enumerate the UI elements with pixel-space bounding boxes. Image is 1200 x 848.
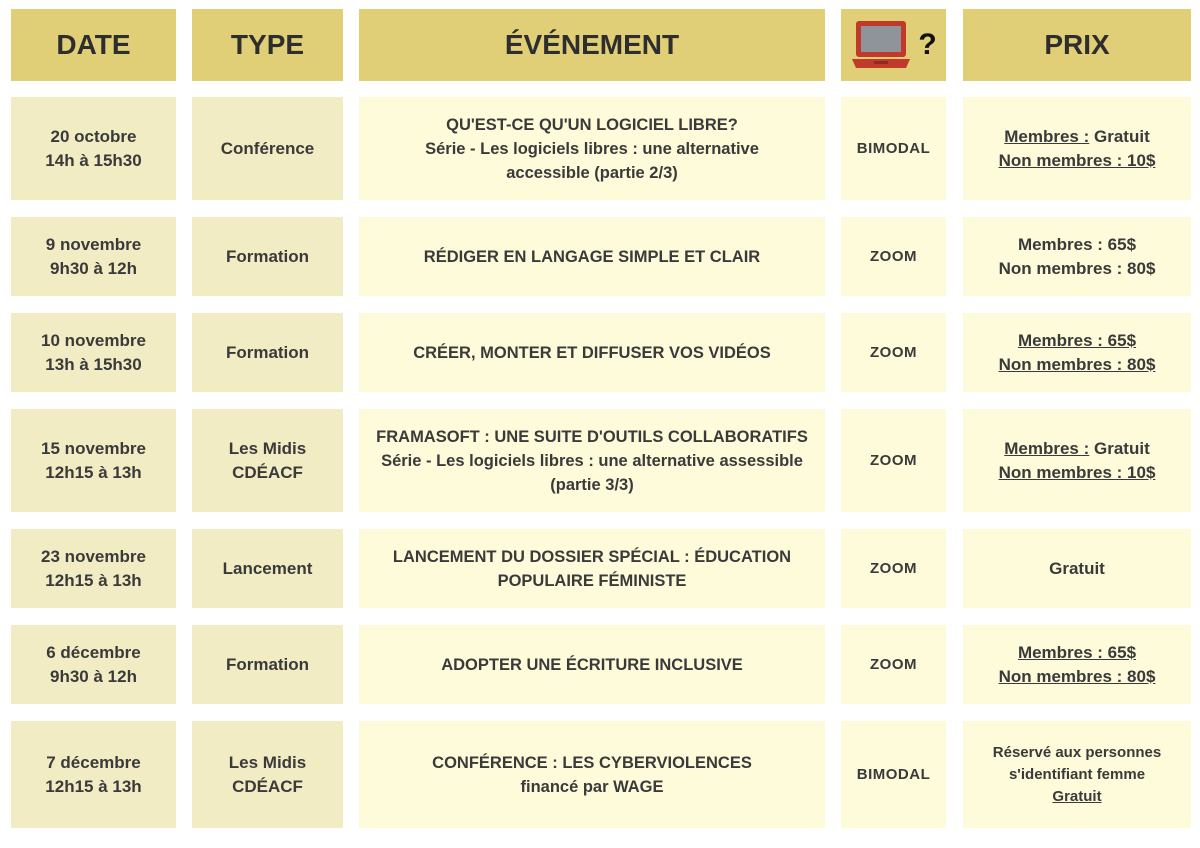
event-date: 20 octobre [50,126,137,146]
cell-type [192,97,343,200]
cell-type [192,625,343,704]
cell-mode [841,409,946,512]
event-title-line: CRÉER, MONTER ET DIFFUSER VOS VIDÉOS [413,343,771,362]
header-price-label: PRIX [1044,29,1110,60]
event-type-line: CDÉACF [232,462,303,482]
event-mode: ZOOM [870,559,917,577]
event-type-line: CDÉACF [232,776,303,796]
cell-date [11,409,176,512]
event-title-line: CONFÉRENCE : LES CYBERVIOLENCES [432,753,752,772]
cell-date [11,625,176,704]
price-label-underlined: Membres : 65$ [1017,330,1137,350]
price-value: Non membres : 80$ [998,258,1156,278]
event-type-line: Formation [225,654,310,674]
price-line [999,149,1156,173]
cell-event [359,97,825,200]
price-line [1018,641,1136,665]
cell-mode [841,721,946,828]
price-label-underlined: Non membres : 10$ [998,150,1156,170]
event-type-line: Lancement [222,558,313,578]
price-label-underlined: Membres : 65$ [1017,642,1137,662]
price-value: Réservé aux personnes [992,743,1162,761]
price-value: Gratuit [1049,558,1105,578]
cell-type [192,217,343,296]
price-value: Gratuit [1089,438,1150,458]
cell-event [359,721,825,828]
event-time: 9h30 à 12h [50,258,137,278]
cell-mode [841,97,946,200]
price-line [1004,437,1149,461]
event-title-line: RÉDIGER EN LANGAGE SIMPLE ET CLAIR [423,247,761,266]
event-date: 23 novembre [41,546,146,566]
header-event-label: ÉVÉNEMENT [504,29,680,60]
cell-type [192,721,343,828]
price-line [993,742,1161,764]
cell-mode [841,217,946,296]
event-title-line: ADOPTER UNE ÉCRITURE INCLUSIVE [441,655,743,674]
event-time: 9h30 à 12h [50,666,137,686]
cell-event [359,625,825,704]
header-price [963,9,1191,81]
event-title-line: FRAMASOFT : UNE SUITE D'OUTILS COLLABORATIFS [376,427,808,446]
event-time: 12h15 à 13h [45,570,142,590]
cell-price [963,625,1191,704]
event-title-line: financé par WAGE [520,777,664,796]
cell-date [11,97,176,200]
cell-date [11,721,176,828]
event-type-line: Les Midis [228,752,307,772]
price-line [1018,233,1136,257]
cell-mode [841,529,946,608]
cell-event [359,313,825,392]
event-mode: BIMODAL [856,139,931,157]
price-label-underlined: Membres : [1004,126,1090,146]
price-value: Membres : 65$ [1017,234,1137,254]
header-type-label: TYPE [230,29,305,60]
event-type-line: Formation [225,246,310,266]
event-time: 12h15 à 13h [45,462,142,482]
event-title-line: Série - Les logiciels libres : une alternative assessible [381,451,803,470]
price-line [1052,786,1101,808]
cell-type [192,529,343,608]
price-line [999,353,1156,377]
event-date: 7 décembre [46,752,141,772]
cell-event [359,409,825,512]
cell-date [11,217,176,296]
event-title-line: Série - Les logiciels libres : une alternative [425,139,759,158]
event-type-line: Formation [225,342,310,362]
event-title-line: QU'EST-CE QU'UN LOGICIEL LIBRE? [446,115,738,134]
price-label-underlined: Non membres : 10$ [998,462,1156,482]
event-type-line: Les Midis [228,438,307,458]
cell-mode [841,313,946,392]
event-mode: ZOOM [870,451,917,469]
price-line [999,257,1156,281]
event-time: 12h15 à 13h [45,776,142,796]
cell-price [963,97,1191,200]
event-mode: ZOOM [870,343,917,361]
price-value: s'identifiant femme [1008,765,1146,783]
event-title-line: LANCEMENT DU DOSSIER SPÉCIAL : ÉDUCATION [392,547,792,566]
event-time: 13h à 15h30 [45,354,142,374]
event-title-line: POPULAIRE FÉMINISTE [497,571,687,590]
header-event [359,9,825,81]
header-date [11,9,176,81]
event-title-line: accessible (partie 2/3) [506,163,678,182]
price-line [1004,125,1149,149]
event-time: 14h à 15h30 [45,150,142,170]
cell-event [359,529,825,608]
price-line [1018,329,1136,353]
cell-date [11,313,176,392]
price-line [999,665,1156,689]
cell-price [963,721,1191,828]
price-label-underlined: Gratuit [1052,787,1102,805]
price-label-underlined: Non membres : 80$ [998,666,1156,686]
cell-mode [841,625,946,704]
price-line [999,461,1156,485]
cell-type [192,313,343,392]
cell-price [963,409,1191,512]
header-mode [841,9,946,81]
event-mode: ZOOM [870,247,917,265]
event-title-line: (partie 3/3) [550,475,634,494]
cell-price [963,217,1191,296]
event-mode: BIMODAL [856,765,931,783]
header-mode-question: ? [918,28,937,61]
event-date: 15 novembre [41,438,146,458]
cell-price [963,313,1191,392]
price-line [1009,764,1145,786]
event-date: 6 décembre [46,642,141,662]
event-date: 9 novembre [45,234,142,254]
price-label-underlined: Membres : [1004,438,1090,458]
price-line [1049,557,1105,581]
cell-type [192,409,343,512]
header-type [192,9,343,81]
header-date-label: DATE [56,29,131,60]
event-type-line: Conférence [220,138,315,158]
event-date: 10 novembre [41,330,146,350]
price-label-underlined: Non membres : 80$ [998,354,1156,374]
cell-date [11,529,176,608]
event-mode: ZOOM [870,655,917,673]
price-value: Gratuit [1089,126,1150,146]
laptop-icon [850,19,912,71]
cell-event [359,217,825,296]
cell-price [963,529,1191,608]
